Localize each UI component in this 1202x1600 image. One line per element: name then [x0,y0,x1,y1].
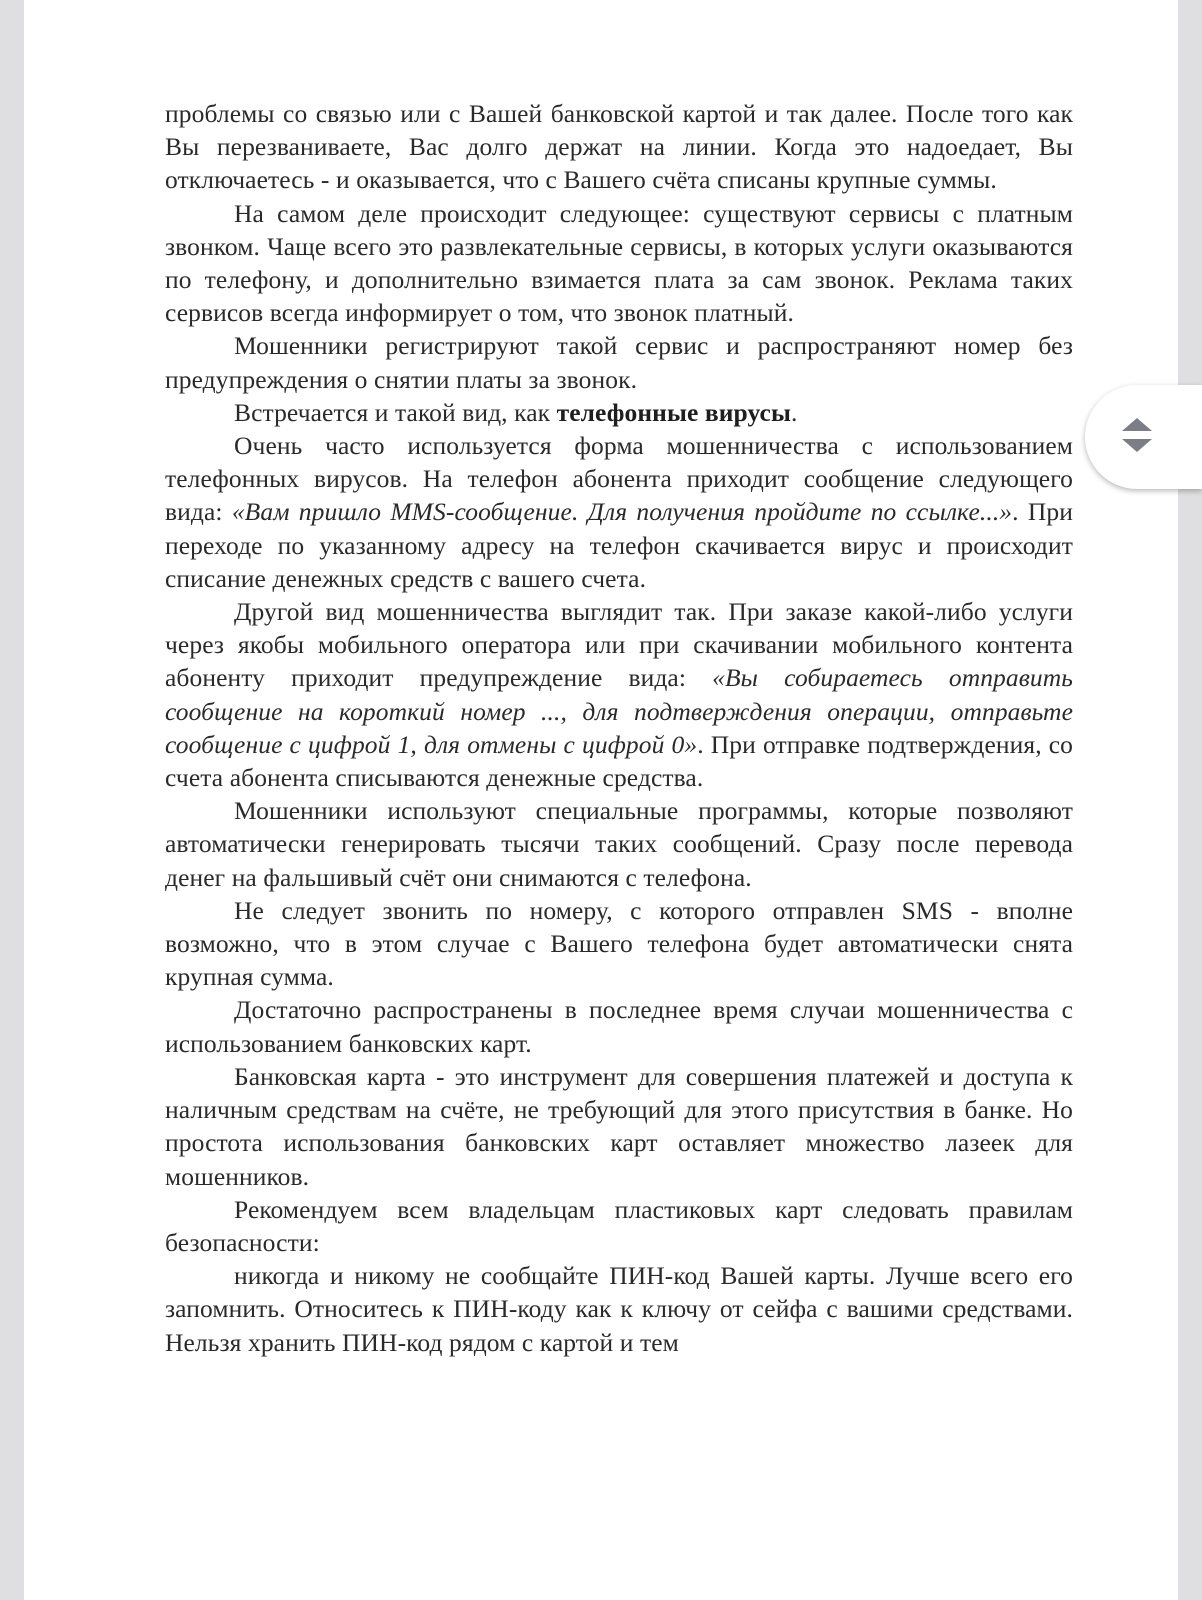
paragraph: На самом деле происходит следующее: существуют сервисы с платным звонком. Чаще всего это развлекательные сервисы, в которых услуги оказываются по телефону, и дополнительно взимается плата за сам звонок. Реклама таких сервисов всегда информирует о том, что звонок платный. [165,198,1073,328]
paragraph-text: Другой вид мошенничества выглядит так. При заказе какой-либо услуги через якобы мобильного оператора или при скачивании мобильного контента абоненту приходит предупреждение вида: [165,597,1073,693]
bold-term: телефонные вирусы [556,397,791,427]
paragraph: проблемы со связью или с Вашей банковской картой и так далее. После того как Вы перезваниваете, Вас долго держат на линии. Когда это надоедает, Вы отключаетесь - и оказывается, что с Вашего счёта списаны крупные суммы. [165,99,1073,195]
paragraph-text: Очень часто используется форма мошенничества с использованием телефонных вирусов. На телефон абонента приходит сообщение следующего вида: [165,431,1073,527]
paragraph: Рекомендуем всем владельцам пластиковых карт следовать правилам безопасности: [165,1194,1073,1257]
chevron-up-icon [1122,418,1152,431]
paragraph [165,429,1073,595]
italic-quote: «Вам пришло MMS-сообщение. Для получения пройдите по ссылке...» [231,497,1013,527]
paragraph: Не следует звонить по номеру, с которого отправлен SMS - вполне возможно, что в этом случае с Вашего телефона будет автоматически снята крупная сумма. [165,895,1073,992]
paragraph: Банковская карта - это инструмент для совершения платежей и доступа к наличным средствам на счёте, не требующий для этого присутствия в банке. Но простота использования банковских карт оставляет множество лазеек для мошенников. [165,1061,1073,1191]
paragraph [165,396,1073,429]
paragraph: Мошенники регистрируют такой сервис и распространяют номер без предупреждения о снятии платы за звонок. [165,331,1073,394]
paragraph: никогда и никому не сообщайте ПИН-код Вашей карты. Лучше всего его запомнить. Относитесь к ПИН-коду как к ключу от сейфа с вашими средствами. Нельзя хранить ПИН-код рядом с картой и тем [165,1261,1073,1357]
paragraph: Достаточно распространены в последнее время случаи мошенничества с использованием банковских карт. [165,995,1073,1058]
paragraph-text: . При отправке подтверждения, со счета абонента списываются денежные средства. [165,729,1074,793]
document-text [165,97,1073,1359]
paragraph-text: . При переходе по указанному адресу на телефон скачивается вирус и происходит списание денежных средств с вашего счета. [165,497,1073,593]
fast-scroll-handle[interactable] [1085,385,1202,489]
paragraph: Мошенники используют специальные программы, которые позволяют автоматически генерировать тысячи таких сообщений. Сразу после перевода денег на фальшивый счёт они снимаются с телефона. [165,796,1073,892]
paragraph [165,595,1073,794]
chevron-down-icon [1122,439,1152,452]
paragraph-text: Встречается и такой вид, как [234,397,557,427]
italic-quote: «Вы собираетесь отправить сообщение на короткий номер ..., для подтверждения операции, отправьте сообщение с цифрой 1, для отмены с цифрой 0» [165,663,1073,759]
paragraph-text: . [790,397,798,427]
